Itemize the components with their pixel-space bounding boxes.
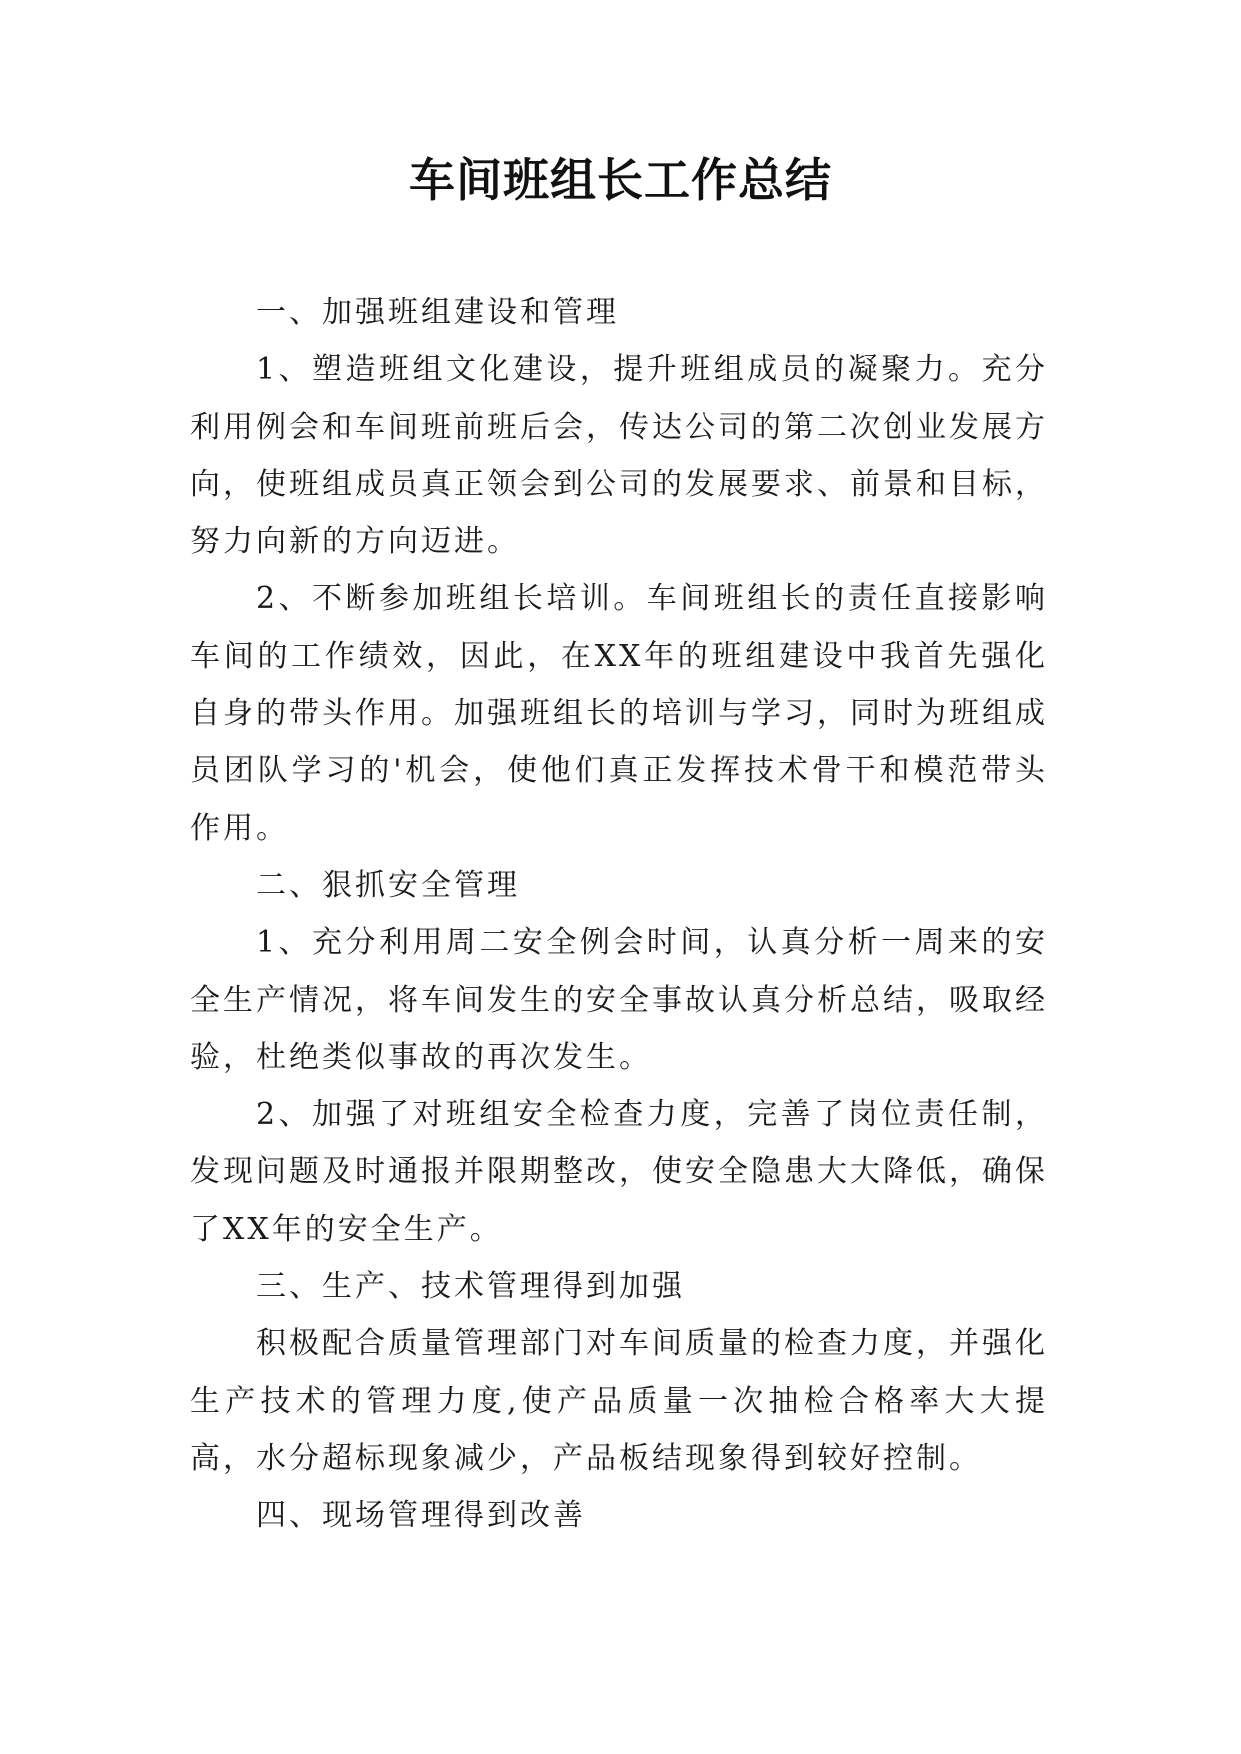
section-heading-4: 四、现场管理得到改善: [256, 1498, 586, 1534]
section-heading-1: 一、加强班组建设和管理: [256, 295, 619, 330]
paragraph-3-1: 积极配合质量管理部门对车间质量的检查力度，并强化生产技术的管理力度,使产品质量一次抽检合格率大大提高，水分超标现象减少，产品板结现象得到较好控制。: [190, 1326, 1048, 1476]
paragraph-2-1: 1、充分利用周二安全例会时间，认真分析一周来的安全生产情况，将车间发生的安全事故认真分析总结，吸取经验，杜绝类似事故的再次发生。: [190, 925, 1048, 1075]
section-heading-2: 二、狠抓安全管理: [256, 867, 520, 903]
paragraph-1-2: 2、不断参加班组长培训。车间班组长的责任直接影响车间的工作绩效，因此，在XX年的班组建设中我首先强化自身的带头作用。加强班组长的培训与学习，同时为班组成员团队学习的'机会，使他们真正发挥技术骨干和模范带头作用。: [190, 581, 1048, 846]
paragraph-2-2: 2、加强了对班组安全检查力度，完善了岗位责任制，发现问题及时通报并限期整改，使安全隐患大大降低，确保了XX年的安全生产。: [190, 1097, 1048, 1247]
document-title: 车间班组长工作总结: [409, 153, 832, 207]
paragraph-1-1: 1、塑造班组文化建设，提升班组成员的凝聚力。充分利用例会和车间班前班后会，传达公司的第二次创业发展方向，使班组成员真正领会到公司的发展要求、前景和目标，努力向新的方向迈进。: [190, 352, 1048, 560]
document-body: [190, 284, 1048, 1545]
section-heading-3: 三、生产、技术管理得到加强: [256, 1269, 685, 1305]
